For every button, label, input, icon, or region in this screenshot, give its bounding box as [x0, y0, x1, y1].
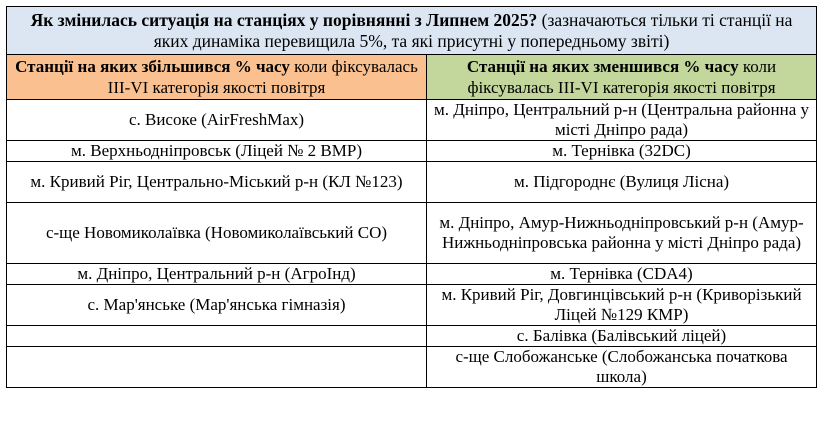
header-row [7, 55, 817, 100]
header-decreased-rest: коли фіксувалась ІІІ-VI категорія якості повітря [467, 57, 777, 97]
increased-cell: м. Кривий Ріг, Центрально-Міський р-н (КЛ №123) [7, 162, 427, 203]
table-row [7, 203, 817, 264]
station-comparison-table [6, 6, 817, 388]
title-question: Як змінилась ситуація на станціях у порівнянні з Липнем 2025? [30, 10, 538, 30]
increased-cell: с-ще Новомиколаївка (Новомиколаївський СО) [7, 203, 427, 264]
increased-cell: м. Дніпро, Центральний р-н (АгроІнд) [7, 264, 427, 285]
increased-cell: м. Верхньодніпровськ (Ліцей № 2 ВМР) [7, 141, 427, 162]
table-row [7, 347, 817, 388]
header-increased-bold: Станції на яких збільшився % часу [15, 57, 290, 76]
table-row [7, 162, 817, 203]
decreased-cell: м. Тернівка (32DC) [427, 141, 817, 162]
title-note: (зазначаються тільки ті станції на яких динаміка перевищила 5%, та які присутні у попередньому звіті) [153, 10, 793, 51]
decreased-cell: с-ще Слобожанське (Слобожанська початкова школа) [427, 347, 817, 388]
header-decreased-bold: Станції на яких зменшився % часу [466, 57, 739, 76]
decreased-cell: м. Тернівка (CDA4) [427, 264, 817, 285]
decreased-cell: м. Дніпро, Амур-Нижньодніпровський р-н (Амур-Нижньодніпровська районна у місті Дніпро рада) [427, 203, 817, 264]
table-row [7, 100, 817, 141]
decreased-cell: м. Дніпро, Центральний р-н (Центральна районна у місті Дніпро рада) [427, 100, 817, 141]
increased-cell [7, 347, 427, 388]
header-increased-rest: коли фіксувалась ІІІ-VI категорія якості повітря [107, 57, 418, 97]
table-title [7, 7, 817, 55]
increased-cell: с. Мар'янське (Мар'янська гімназія) [7, 285, 427, 326]
decreased-cell: м. Кривий Ріг, Довгинцівський р-н (Криворізький Ліцей №129 КМР) [427, 285, 817, 326]
decreased-cell: м. Підгороднє (Вулиця Лісна) [427, 162, 817, 203]
table-row [7, 264, 817, 285]
table-row [7, 141, 817, 162]
comparison-table-wrapper [6, 6, 817, 388]
header-increased [7, 55, 427, 100]
table-row [7, 326, 817, 347]
header-decreased [427, 55, 817, 100]
table-row [7, 285, 817, 326]
increased-cell: с. Високе (AirFreshMax) [7, 100, 427, 141]
increased-cell [7, 326, 427, 347]
title-row [7, 7, 817, 55]
decreased-cell: с. Балівка (Балівський ліцей) [427, 326, 817, 347]
